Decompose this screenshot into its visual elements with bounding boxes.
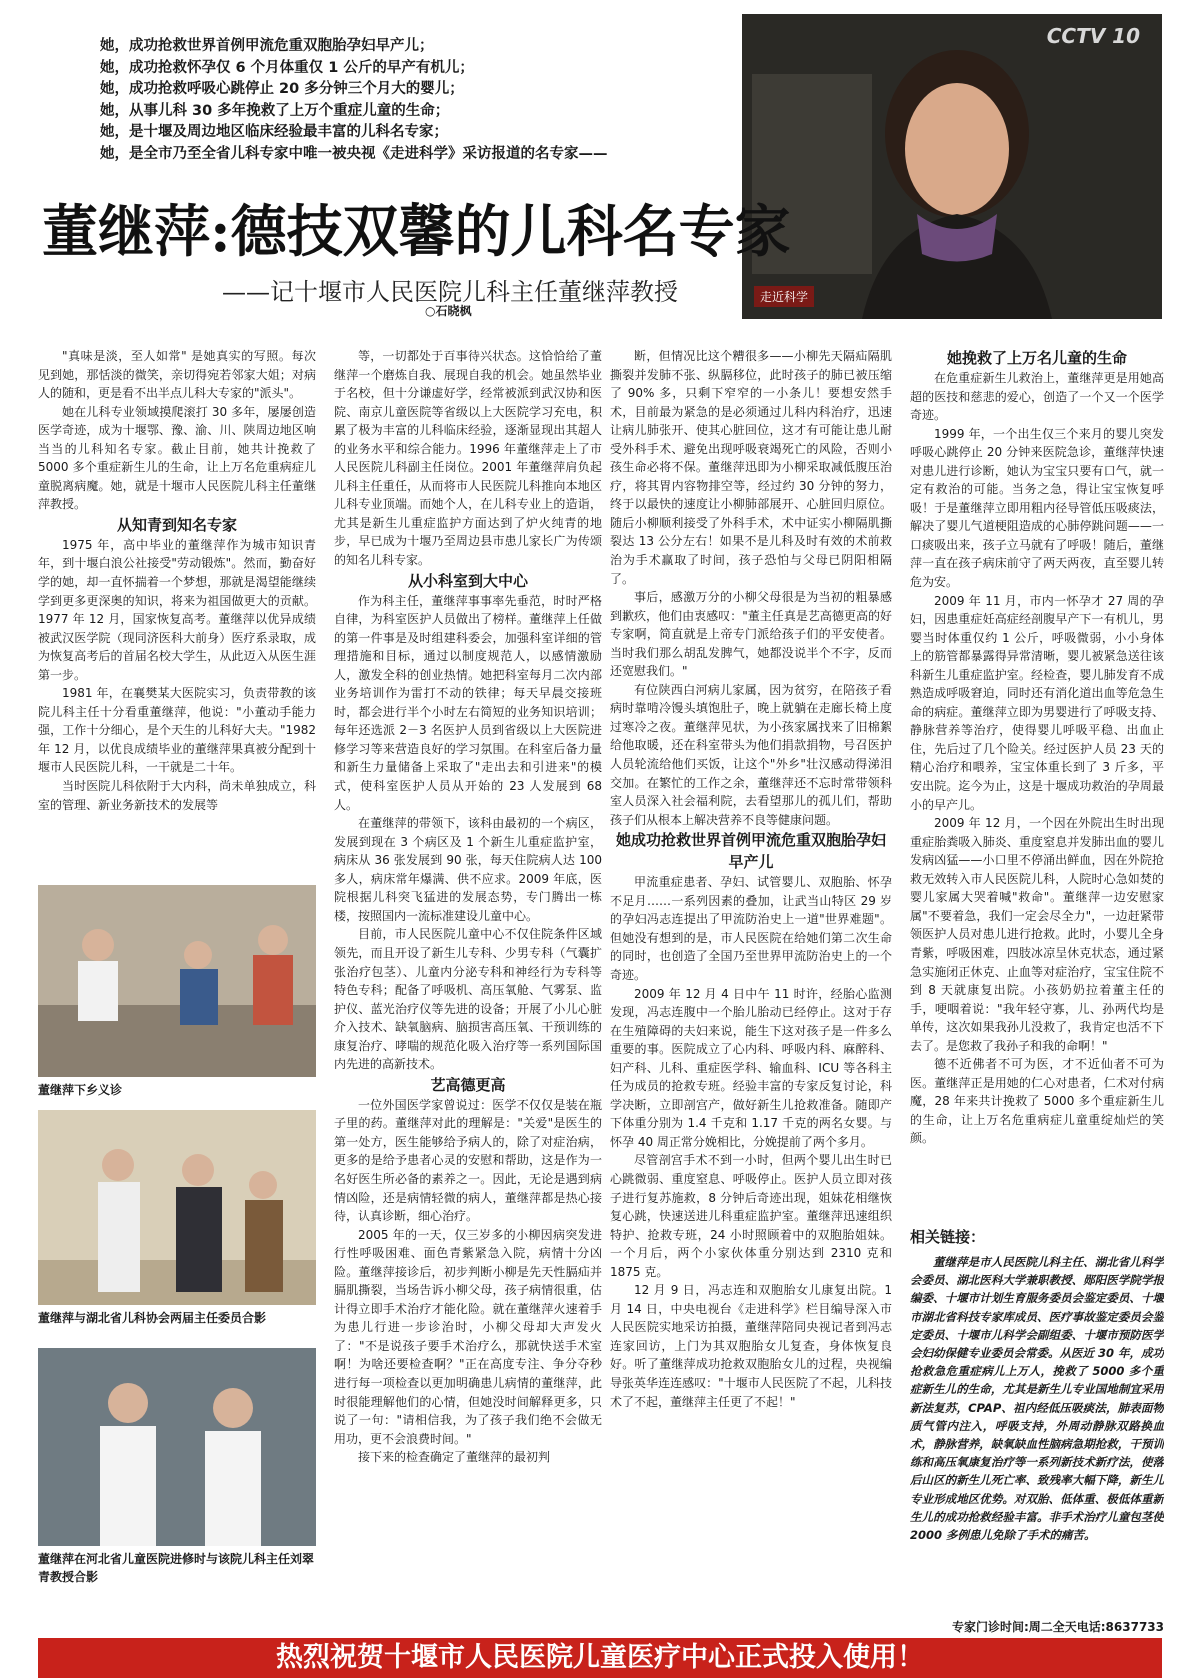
- section-heading: 从知青到知名专家: [116, 515, 237, 534]
- paragraph: 2009 年 12 月 4 日中午 11 时许，经胎心监测发现，冯志连腹中一个胎儿胎动已经停止。这对于存在生殖障碍的夫妇来说，能生下这对孩子是一件多么重要的事。医院成立了心内科、呼吸内科、麻醉科、妇产科、儿科、重症医学科、输血科、ICU 等各科主任为成员的抢救专班。经验丰富的专家反复讨论，科学决断，立即剖宫产，做好新生儿抢救准备。随即产下体重分别为 1.4 千克和 1.17 千克的两名女婴。与怀孕 40 周正常分娩相比，分娩提前了两个多月。: [610, 986, 892, 1149]
- subheadline: ——记十堰市人民医院儿科主任董继萍教授: [222, 278, 678, 306]
- paragraph: 1975 年，高中毕业的董继萍作为城市知识青年，到十堰白浪公社接受"劳动锻炼"。然而，勤奋好学的她，却一直怀揣着一个梦想，那就是渴望能继续学到更多更深奥的知识，将来为祖国做更大的贡献。1977 年 12 月，国家恢复高考。董继萍以优异成绩被武汉医学院（现同济医科大前身）医疗系录取，成为恢复高考后的首届名校大学生，从此迈入从医生涯第一步。: [38, 537, 316, 682]
- paragraph: 接下来的检查确定了董继萍的最初判: [358, 1450, 551, 1465]
- cctv-logo: CCTV 10: [1046, 24, 1140, 48]
- tv-interview-photo: [742, 14, 1162, 319]
- paragraph: "真味是淡，至人如常" 是她真实的写照。每次见到她，那恬淡的微笑，亲切得宛若邻家大姐；对病人的随和，更是看不出半点儿科大专家的"派头"。: [38, 349, 316, 401]
- headline: 董继萍:德技双馨的儿科名专家: [42, 199, 791, 265]
- paragraph: 1981 年，在襄樊某大医院实习，负责带教的该院儿科主任十分看重董继萍，他说："小董动手能力强，工作十分细心，是个天生的儿科好大夫。"1982 年 12 月，以优良成绩毕业的董继萍果真被分配到十堰市人民医院儿科，一干就是二十年。: [38, 686, 316, 775]
- article-column-1: [38, 347, 316, 867]
- article-column-3: [610, 347, 892, 1629]
- portrait-illustration: [742, 14, 1162, 319]
- paragraph: 有位陕西白河病儿家属，因为贫穷，在陪孩子看病时靠啃冷馒头填饱肚子，晚上就躺在走廊长椅上度过寒冷之夜。董继萍见状，为小孩家属找来了旧棉絮给他取暖，还在科室带头为他们捐款捐物，号召医护人员轮流给他们买饭，让这个"外乡"壮汉感动得涕泪交加。在繁忙的工作之余，董继萍还不忘时常带领科室人员深入社会福利院，去看望那儿的孤儿们，帮助孩子们从根本上解决营养不良等健康问题。: [610, 682, 892, 827]
- paragraph: 2009 年 11 月，市内一怀孕才 27 周的孕妇，因患重症妊高症经剖腹早产下一有机儿，男婴当时体重仅约 1 公斤，呼吸微弱，小小身体上的筋管都暴露得异常清晰，婴儿被紧急送往该科新生儿重症监护室。经检查，婴儿肺发育不成熟造成呼吸窘迫，同时还有消化道出血等危急生命的病症。董继萍立即为男婴进行了呼吸支持、静脉营养等治疗，使得婴儿呼吸平稳、出血止住，先后过了几个险关。经过医护人员 23 天的精心治疗和喂养，宝宝体重长到了 3 斤多，平安出院。迄今为止，这是十堰成功救治的孕周最小的早产儿。: [910, 593, 1164, 812]
- paragraph: 事后，感激万分的小柳父母很是为当初的粗暴感到歉疚，他们由衷感叹："董主任真是艺高德更高的好专家啊，简直就是上帝专门派给孩子们的平安使者。当时我们那么胡乱发脾气，她都没说半个不字，反而还宽慰我们。": [610, 590, 892, 679]
- paragraph: 2005 年的一天，仅三岁多的小柳因病突发进行性呼吸困难、面色青紫紧急入院，病情十分凶险。董继萍接诊后，初步判断小柳是先天性膈疝并膈肌撕裂，当场告诉小柳父母，孩子病情很重，估计得立即手术治疗才能化险。就在董继萍火速着手为患儿行进一步诊治时，小柳父母却大声发火了："不是说孩子要手术治疗么，那就快送手术室啊！为啥还要检查啊？"正在高度专注、争分夺秒进行每一项检查以更加明确患儿病情的董继萍，此时很能理解他们的心情，但她没时间解释更多，只说了一句："请相信我，为了孩子我们绝不会做无用功，更不会浪费时间。": [334, 1227, 602, 1446]
- intro-line: 她，是全市乃至全省儿科专家中唯一被央视《走进科学》采访报道的名专家——: [100, 145, 608, 162]
- article-column-4: [910, 347, 1164, 1217]
- clinic-phone: 专家门诊时间:周二全天电话:8637733: [951, 1620, 1164, 1634]
- paragraph: 一位外国医学家曾说过：医学不仅仅是装在瓶子里的药。董继萍对此的理解是："关爱"是医生的第一处方，医生能够给予病人的，除了对症治病，更多的是给予患者心灵的安慰和帮助，这是作为一名好医生所必备的素养之一。因此，无论是遇到病情凶险，还是病情轻微的病人，董继萍都是热心接待，认真诊断，细心治疗。: [334, 1097, 602, 1224]
- section-heading: 艺高德更高: [430, 1075, 506, 1094]
- photo-caption: 董继萍在河北省儿童医院进修时与该院儿科主任刘翠青教授合影: [38, 1552, 315, 1584]
- photo-illustration: [38, 1110, 316, 1305]
- photo-two-doctors: [38, 1348, 316, 1546]
- photo-group: [38, 1110, 316, 1305]
- intro-lines: [100, 36, 750, 165]
- paragraph: 德不近佛者不可为医，才不近仙者不可为医。董继萍正是用她的仁心对患者，仁术对付病魔，28 年来共计挽救了 5000 多个重症新生儿的生命，让上万名危重病症儿童重绽灿烂的笑颜。: [910, 1057, 1164, 1146]
- photo-caption: 董继萍与湖北省儿科协会两届主任委员合影: [38, 1311, 267, 1325]
- congratulation-banner: 热烈祝贺十堰市人民医院儿童医疗中心正式投入使用！: [38, 1638, 1162, 1678]
- section-heading: 她挽救了上万名儿童的生命: [946, 349, 1127, 367]
- intro-line: 她，成功抢救怀孕仅 6 个月体重仅 1 公斤的早产有机儿；: [100, 59, 474, 76]
- related-links-box: [910, 1226, 1164, 1614]
- paragraph: 2009 年 12 月，一个因在外院出生时出现重症胎粪吸入肺炎、重度窒息并发肺出血的婴儿发病凶猛——小口里不停涌出鲜血，因在外院抢救无效转入市人民医院儿科，人院时心急如焚的婴儿家属大哭着喊"救命"。董继萍一边安慰家属"不要着急，我们一定会尽全力"，一边赶紧带领医护人员对患儿进行抢救。此时，小婴儿全身青紫，呼吸困难，四肢冰凉呈休克状态，通过紧急实施闭正休克、止血等对症治疗，宝宝住院不到 8 天就康复出院。小孩奶奶拉着董主任的手，哽咽着说："我年轻守寡，儿、孙两代均是单传，这次如果我孙儿没救了，我肯定也活不下去了。是您救了我孙子和我的命啊！": [910, 816, 1164, 1053]
- photo-illustration: [38, 1348, 316, 1546]
- photo-illustration: [38, 885, 316, 1077]
- intro-line: 她，从事儿科 30 多年挽救了上万个重症儿童的生命；: [100, 102, 450, 119]
- photo-caption: 董继萍下乡义诊: [38, 1083, 123, 1097]
- paragraph: 作为科主任，董继萍事事率先垂范，时时严格自律，为科室医护人员做出了榜样。董继萍上任做的第一件事是及时组建科委会，加强科室详细的管理措施和目标，通过以制度规范人，以感情激励人，激发全科的创业热情。她把科室每月二次内部业务培训作为雷打不动的铁律；每天早晨交接班时，都会进行半个小时左右简短的业务知识培训；每年还选派 2－3 名医护人员到省级以上大医院进修学习等来营造良好的学习氛围。在科室后备力量和新生力量储备上采取了"走出去和引进来"的模式，使科室医护人员从开始的 23 人发展到 68 人。: [334, 593, 602, 812]
- paragraph: 12 月 9 日，冯志连和双胞胎女儿康复出院。1 月 14 日，中央电视台《走进科学》栏目编导深入市人民医院实地采访拍摄，董继萍陪同央视记者到冯志连家回访，上门为其双胞胎女儿复查，身体恢复良好。听了董继萍成功抢救双胞胎女儿的过程，央视编导张英华连连感叹："十堰市人民医院了不起，儿科技术了不起，董继萍主任更了不起！": [610, 1283, 892, 1409]
- paragraph: 在董继萍的带领下，该科由最初的一个病区，发展到现在 3 个病区及 1 个新生儿重症监护室，病床从 36 张发展到 90 张，每天住院病人达 100 多人，病床常年爆满、供不应求。2009 年底，医院根据儿科突飞猛进的发展态势，专门腾出一栋楼，按照国内一流标准建设儿童中心。: [334, 816, 602, 923]
- paragraph: 她在儿科专业领域摸爬滚打 30 多年，屡屡创造医学奇迹，成为十堰鄂、豫、渝、川、陕周边地区响当当的儿科知名专家。截止目前，她共计挽救了 5000 多个重症新生儿的生命，让上万名危重病症儿童脱离病魔。她，就是十堰市人民医院儿科主任董继萍教授。: [38, 404, 316, 512]
- intro-line: 她，是十堰及周边地区临床经验最丰富的儿科名专家；: [100, 124, 448, 140]
- paragraph: 尽管剖宫手术不到一小时，但两个婴儿出生时已心跳微弱、重度窒息、呼吸停止。医护人员立即对孩子进行复苏施救，8 分钟后奇迹出现，姐妹花相继恢复心跳，快速送进儿科重症监护室。董继萍迅速组织特护、抢救专班，24 小时照顾着中的双胞胎姐妹。一个月后，两个小家伙体重分别达到 2310 克和 1875 克。: [610, 1153, 892, 1279]
- intro-line: 她，成功抢救呼吸心跳停止 20 多分钟三个月大的婴儿；: [100, 81, 464, 97]
- paragraph: 断，但情况比这个糟很多——小柳先天隔疝隔肌撕裂并发肺不张、纵膈移位，此时孩子的肺已被压缩了 90% 多，只剩下窄窄的一小条儿！要想安然手术，目前最为紧急的是必须通过儿科内科治疗，迅速让病儿肺张开、使其心脏回位，这才有可能让患儿耐受外科手术、避免出现呼吸衰竭死亡的风险，否则小孩生命必将不保。董继萍迅即为小柳采取减低腹压治疗，将其胃内容物排空等，经过约 30 分钟的努力，终于以最快的速度让小柳肺部展开、心脏回归原位。随后小柳顺利接受了外科手术，术中证实小柳隔肌撕裂达 13 公分左右！如果不是儿科及时有效的术前救治为手术赢取了时间，孩子恐怕与父母已阴阳相隔了。: [610, 349, 892, 586]
- program-logo: 走近科学: [754, 286, 814, 307]
- paragraph: 当时医院儿科依附于大内科，尚未单独成立，科室的管理、新业务新技术的发展等: [38, 779, 316, 812]
- photo-rural-clinic: [38, 885, 316, 1077]
- related-text: 董继萍是市人民医院儿科主任、湖北省儿科学会委员、湖北医科大学兼职教授、郧阳医学院学报编委、十堰市计划生育服务委员会鉴定委员、十堰市湖北省科技专家库成员、医疗事故鉴定委员会鉴定委员、十堰市儿科学会副组委、十堰市预防医学会妇幼保健专业委员会常委。从医近 30 年，成功抢救急危重症病儿上万人，挽救了 5000 多个重症新生儿的生命，尤其是新生儿专业国地制宜采用新法复苏，CPAP、祖内经低压吸痰法，肺表面物质气管内注入，呼吸支持，外周动静脉双路换血术，静脉营养，缺氧缺血性脑病急期抢救，干预训练和高压氧康复治疗等一系列新技术新疗法，使落后山区的新生儿死亡率、致残率大幅下降，新生儿专业形成地区优势。对双胎、低体重、极低体重新生儿的成功抢救经验丰富。非手术治疗儿童包茎使 2000 多例患儿免除了手术的痛苦。: [910, 1255, 1164, 1543]
- paragraph: 在危重症新生儿救治上，董继萍更是用她高超的医技和慈悲的爱心，创造了一个又一个医学奇迹。: [910, 371, 1164, 423]
- intro-line: 她，成功抢救世界首例甲流危重双胞胎孕妇早产儿；: [100, 38, 434, 54]
- paragraph: 1999 年，一个出生仅三个来月的婴儿突发呼吸心跳停止 20 分钟来医院急诊，董继萍快速对患儿进行诊断，她认为宝宝只要有口气，就一定有救治的可能。当务之急，得让宝宝恢复呼吸！于是董继萍立即用粗内径导管低压吸痰法，解决了婴儿气道梗阻造成的心肺停跳问题——一口痰吸出来，孩子立马就有了呼吸！随后，董继萍一直在孩子病床前守了两天两夜，直至婴儿转危为安。: [910, 426, 1164, 590]
- article-column-2: [334, 347, 602, 1629]
- section-heading: 从小科室到大中心: [407, 571, 528, 590]
- related-title: 相关链接：: [910, 1228, 986, 1246]
- byline: ○石晓枫: [425, 304, 472, 318]
- paragraph: 甲流重症患者、孕妇、试管婴儿、双胞胎、怀孕不足月……一系列因素的叠加，让武当山特区 29 岁的孕妇冯志连提出了甲流防治史上一道"世界难题"。但她没有想到的是，市人民医院在给她们第二次生命的同时，也创造了全国乃至世界甲流防治史上的一个奇迹。: [610, 875, 892, 982]
- paragraph: 目前，市人民医院儿童中心不仅住院条件区域领先，而且开设了新生儿专科、少男专科（气囊扩张治疗包茎）、儿童内分泌专科和神经行为专科等特色专科；配备了呼吸机、高压氧舱、气雾泵、监护仪、蓝光治疗仪等先进的设备；开展了小儿心脏介入技术、缺氧脑病、脑损害高压氧、干预训练的康复治疗、哮喘的规范化吸入治疗等一系列国际国内先进的高新技术。: [334, 927, 602, 1072]
- paragraph: 等，一切都处于百事待兴状态。这恰恰给了董继萍一个磨炼自我、展现自我的机会。她虽然毕业于名校，但十分谦虚好学，经常被派到武汉协和医院、南京儿童医院等省级以上大医院学习充电，积累了极为丰富的儿科临床经验，逐渐显现出其超人的业务水平和综合能力。1996 年董继萍走上了市人民医院儿科副主任岗位。2001 年董继萍肩负起儿科主任重任，从而将市人民医院儿科推向本地区儿科专业顶端。而她个人，在儿科专业上的造诣，尤其是新生儿重症监护方面达到了炉火纯青的地步，早已成为十堰乃至周边县市患儿家长广为传颂的知名儿科专家。: [334, 349, 602, 568]
- section-heading: 她成功抢救世界首例甲流危重双胞胎孕妇早产儿: [615, 831, 886, 872]
